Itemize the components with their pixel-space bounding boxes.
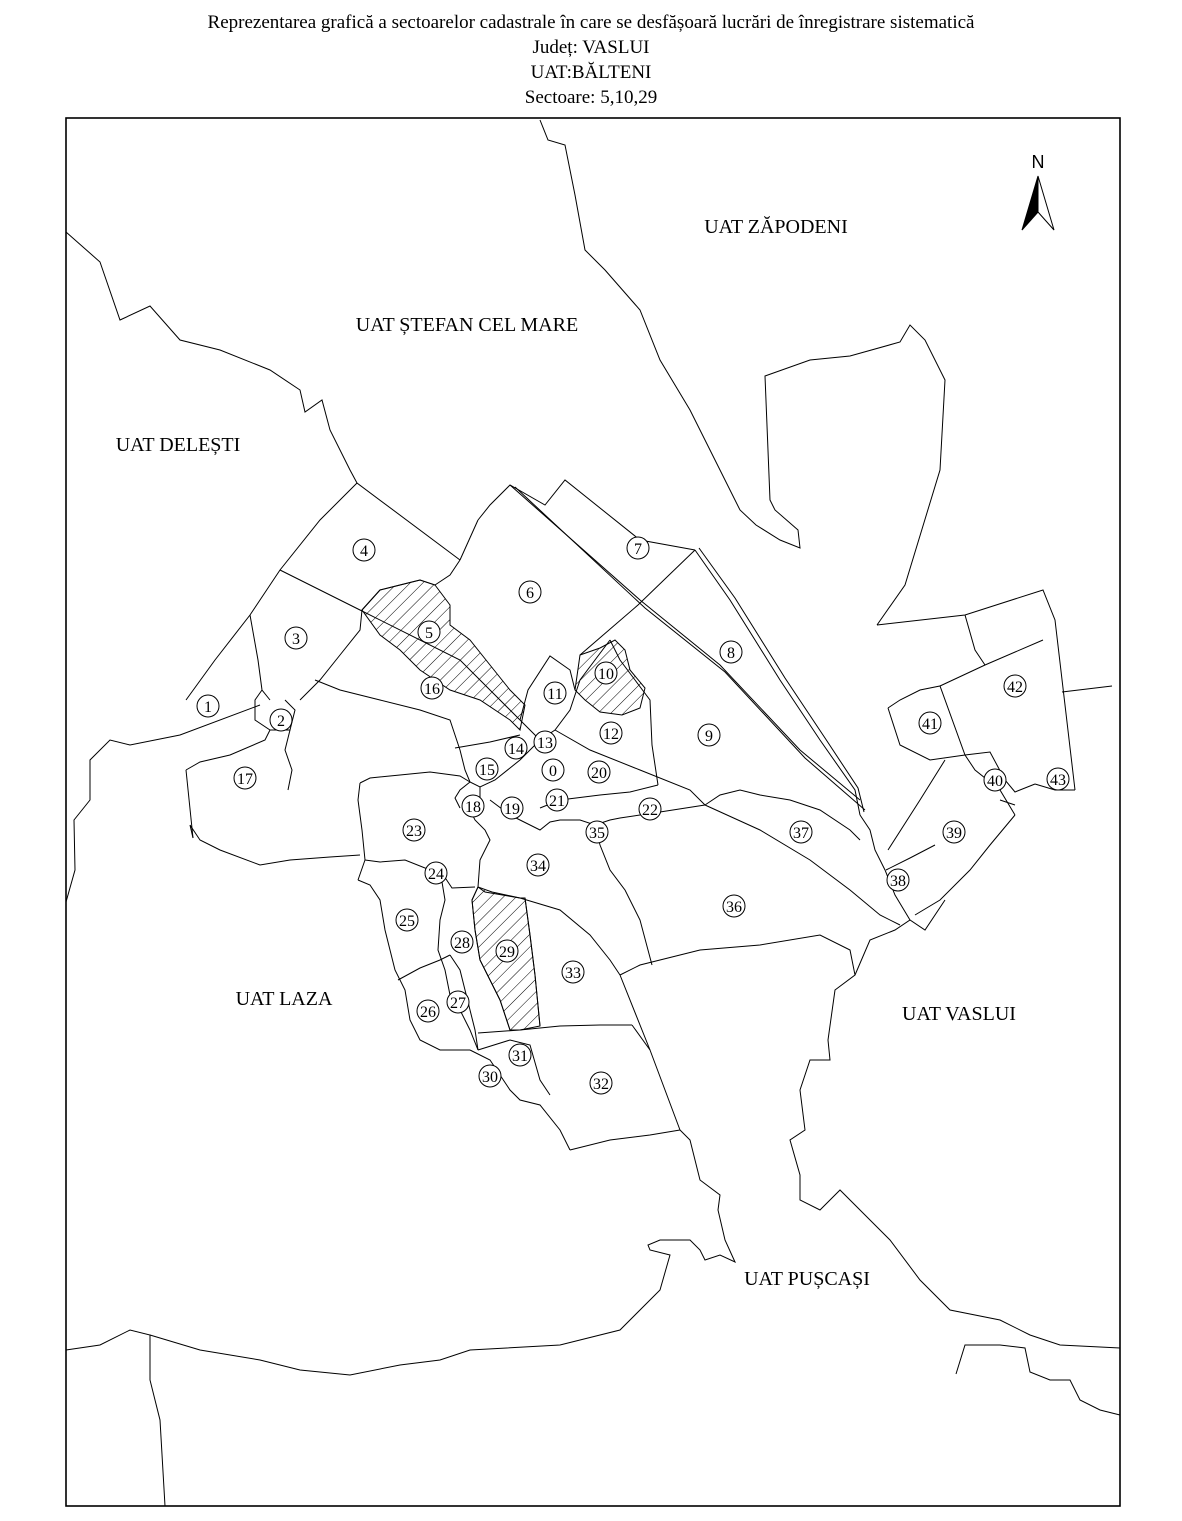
neighbor-label-vaslui: UAT VASLUI — [902, 1003, 1016, 1025]
sector-label-41: 41 — [922, 716, 938, 733]
sector-label-14: 14 — [508, 741, 524, 758]
sector-label-30: 30 — [482, 1069, 498, 1086]
sector-label-23: 23 — [406, 823, 422, 840]
map-frame — [66, 118, 1120, 1506]
neighbor-label-puscasi: UAT PUȘCAȘI — [744, 1268, 870, 1290]
north-arrow — [1022, 176, 1054, 230]
sector-label-37: 37 — [793, 825, 809, 842]
sector-label-29: 29 — [499, 944, 515, 961]
sector-label-43: 43 — [1050, 772, 1066, 789]
sector-label-27: 27 — [450, 995, 466, 1012]
sector-5-area — [362, 580, 525, 730]
sector-label-5: 5 — [425, 625, 433, 642]
sector-label-38: 38 — [890, 873, 906, 890]
sector-label-10: 10 — [598, 666, 614, 683]
sector-label-32: 32 — [593, 1076, 609, 1093]
sector-label-36: 36 — [726, 899, 742, 916]
sectors-label: Sectoare: 5,10,29 — [524, 87, 658, 108]
sector-label-25: 25 — [399, 913, 415, 930]
sector-label-26: 26 — [420, 1004, 436, 1021]
county-label: Județ: VASLUI — [532, 37, 650, 58]
sector-label-11: 11 — [547, 686, 563, 703]
uat-boundaries — [66, 120, 1120, 1506]
sector-label-39: 39 — [946, 825, 962, 842]
sector-label-19: 19 — [504, 801, 520, 818]
sector-label-34: 34 — [530, 858, 546, 875]
sector-label-21: 21 — [549, 793, 565, 810]
sector-label-33: 33 — [565, 965, 581, 982]
neighbor-label-zapodeni: UAT ZĂPODENI — [704, 216, 848, 238]
neighbor-label-laza: UAT LAZA — [235, 988, 333, 1010]
sector-label-8: 8 — [727, 645, 735, 662]
sector-label-40: 40 — [987, 773, 1003, 790]
sector-label-35: 35 — [589, 825, 605, 842]
sector-label-17: 17 — [237, 771, 253, 788]
map-title: Reprezentarea grafică a sectoarelor cadastrale în care se desfășoară lucrări de înregistrare sistematică — [207, 12, 975, 33]
sector-label-22: 22 — [642, 802, 658, 819]
sector-label-9: 9 — [705, 728, 713, 745]
sector-label-1: 1 — [204, 699, 212, 716]
sector-label-6: 6 — [526, 585, 534, 602]
neighbor-label-stefan-cel-mare: UAT ȘTEFAN CEL MARE — [355, 314, 579, 336]
sector-label-42: 42 — [1007, 679, 1023, 696]
uat-label: UAT:BĂLTENI — [530, 62, 652, 83]
sector-label-3: 3 — [292, 631, 300, 648]
sector-label-28: 28 — [454, 935, 470, 952]
sector-label-13: 13 — [537, 735, 553, 752]
sector-boundaries — [186, 480, 1075, 1150]
sector-label-31: 31 — [512, 1048, 528, 1065]
sector-label-20: 20 — [591, 765, 607, 782]
sector-label-15: 15 — [479, 762, 495, 779]
sector-label-7: 7 — [634, 541, 642, 558]
sector-label-16: 16 — [424, 681, 440, 698]
sector-label-24: 24 — [428, 866, 444, 883]
neighbor-label-delesti: UAT DELEȘTI — [115, 434, 241, 456]
sector-label-12: 12 — [603, 726, 619, 743]
sector-label-0: 0 — [549, 763, 557, 780]
sector-label-4: 4 — [360, 543, 368, 560]
sector-label-2: 2 — [277, 713, 285, 730]
sector-label-18: 18 — [465, 799, 481, 816]
north-label: N — [1031, 152, 1045, 172]
